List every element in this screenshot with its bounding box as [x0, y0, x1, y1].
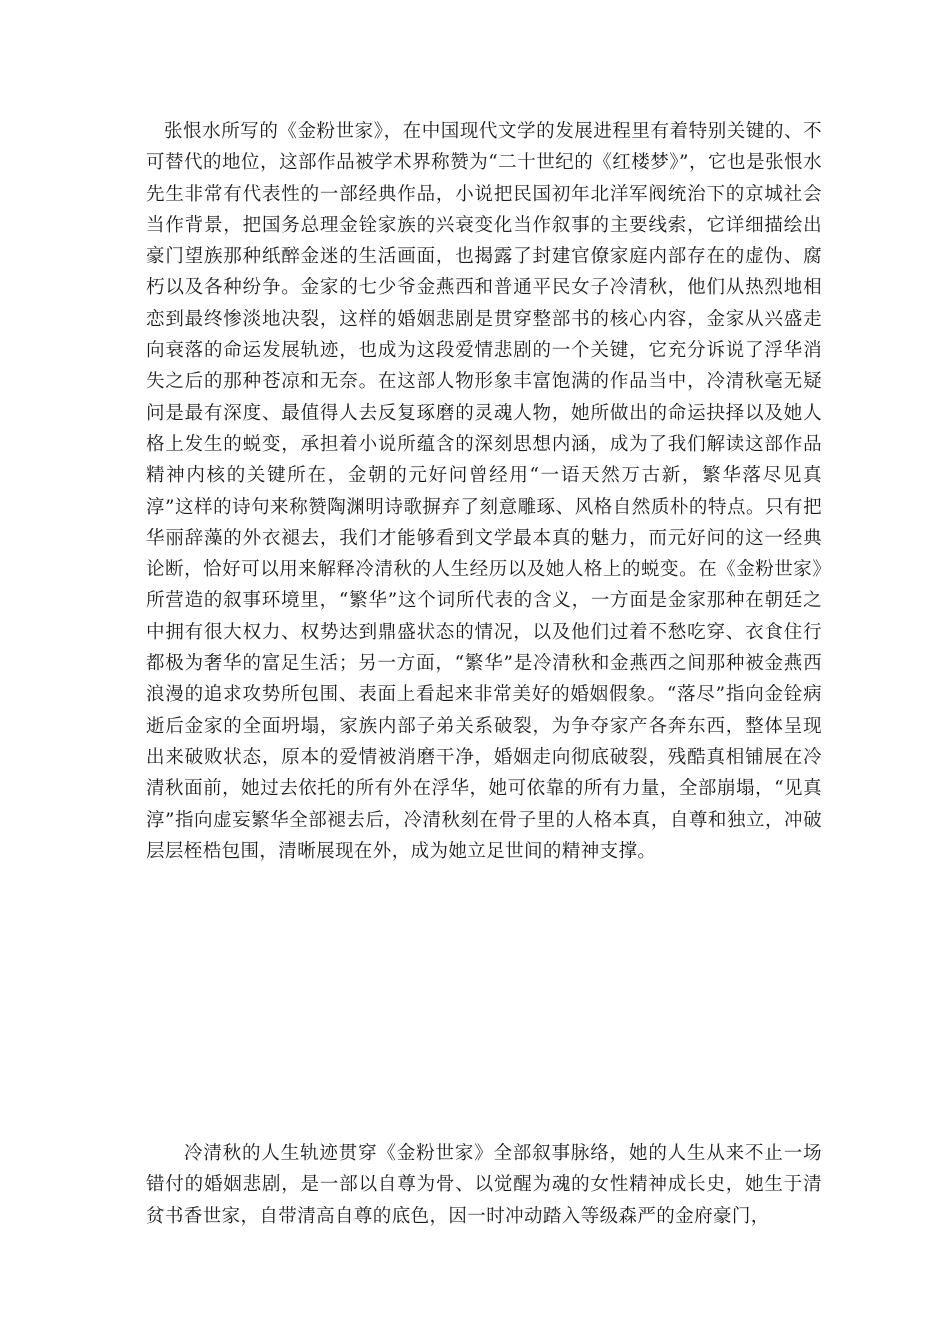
body-paragraph-1: 张恨水所写的《金粉世家》，在中国现代文学的发展进程里有着特别关键的、不可替代的地位，这部作品被学术界称赞为“二十世纪的《红楼梦》”，它也是张恨水先生非常有代表性的一部经典作品，小说把民国初年北洋军阀统治下的京城社会当作背景，把国务总理金铨家族的兴衰变化当作叙事的主要线索，它详细描绘出豪门望族那种纸醉金迷的生活画面，也揭露了封建官僚家庭内部存在的虚伪、腐朽以及各种纷争。金家的七少爷金燕西和普通平民女子冷清秋，他们从热烈地相恋到最终惨淡地决裂，这样的婚姻悲剧是贯穿整部书的核心内容，金家从兴盛走向衰落的命运发展轨迹，也成为这段爱情悲剧的一个关键，它充分诉说了浮华消失之后的那种苍凉和无奈。在这部人物形象丰富饱满的作品当中，冷清秋毫无疑问是最有深度、最值得人去反复琢磨的灵魂人物，她所做出的命运抉择以及她人格上发生的蜕变，承担着小说所蕴含的深刻思想内涵，成为了我们解读这部作品精神内核的关键所在，金朝的元好问曾经用“一语天然万古新，繁华落尽见真淳”这样的诗句来称赞陶渊明诗歌摒弃了刻意雕琢、风格自然质朴的特点。只有把华丽辞藻的外衣褪去，我们才能够看到文学最本真的魅力，而元好问的这一经典论断，恰好可以用来解释冷清秋的人生经历以及她人格上的蜕变。在《金粉世家》所营造的叙事环境里，“繁华”这个词所代表的含义，一方面是金家那种在朝廷之中拥有很大权力、权势达到鼎盛状态的情况，以及他们过着不愁吃穿、衣食住行都极为奢华的富足生活；另一方面，“繁华”是冷清秋和金燕西之间那种被金燕西浪漫的追求攻势所包围、表面上看起来非常美好的婚姻假象。“落尽”指向金铨病逝后金家的全面坍塌，家族内部子弟关系破裂，为争夺家产各奔东西，整体呈现出来破败状态，原本的爱情被消磨干净，婚姻走向彻底破裂，残酷真相铺展在冷清秋面前，她过去依托的所有外在浮华，她可依靠的所有力量，全部崩塌，“见真淳”指向虚妄繁华全部褪去后，冷清秋刻在骨子里的人格本真，自尊和独立，冲破层层桎梏包围，清晰展现在外，成为她立足世间的精神支撑。	[146, 121, 822, 862]
body-paragraph-2: 冷清秋的人生轨迹贯穿《金粉世家》全部叙事脉络，她的人生从来不止一场错付的婚姻悲剧，是一部以自尊为骨、以觉醒为魂的女性精神成长史，她生于清贫书香世家，自带清高自尊的底色，因一时冲动踏入等级森严的金府豪门，	[146, 1143, 822, 1227]
